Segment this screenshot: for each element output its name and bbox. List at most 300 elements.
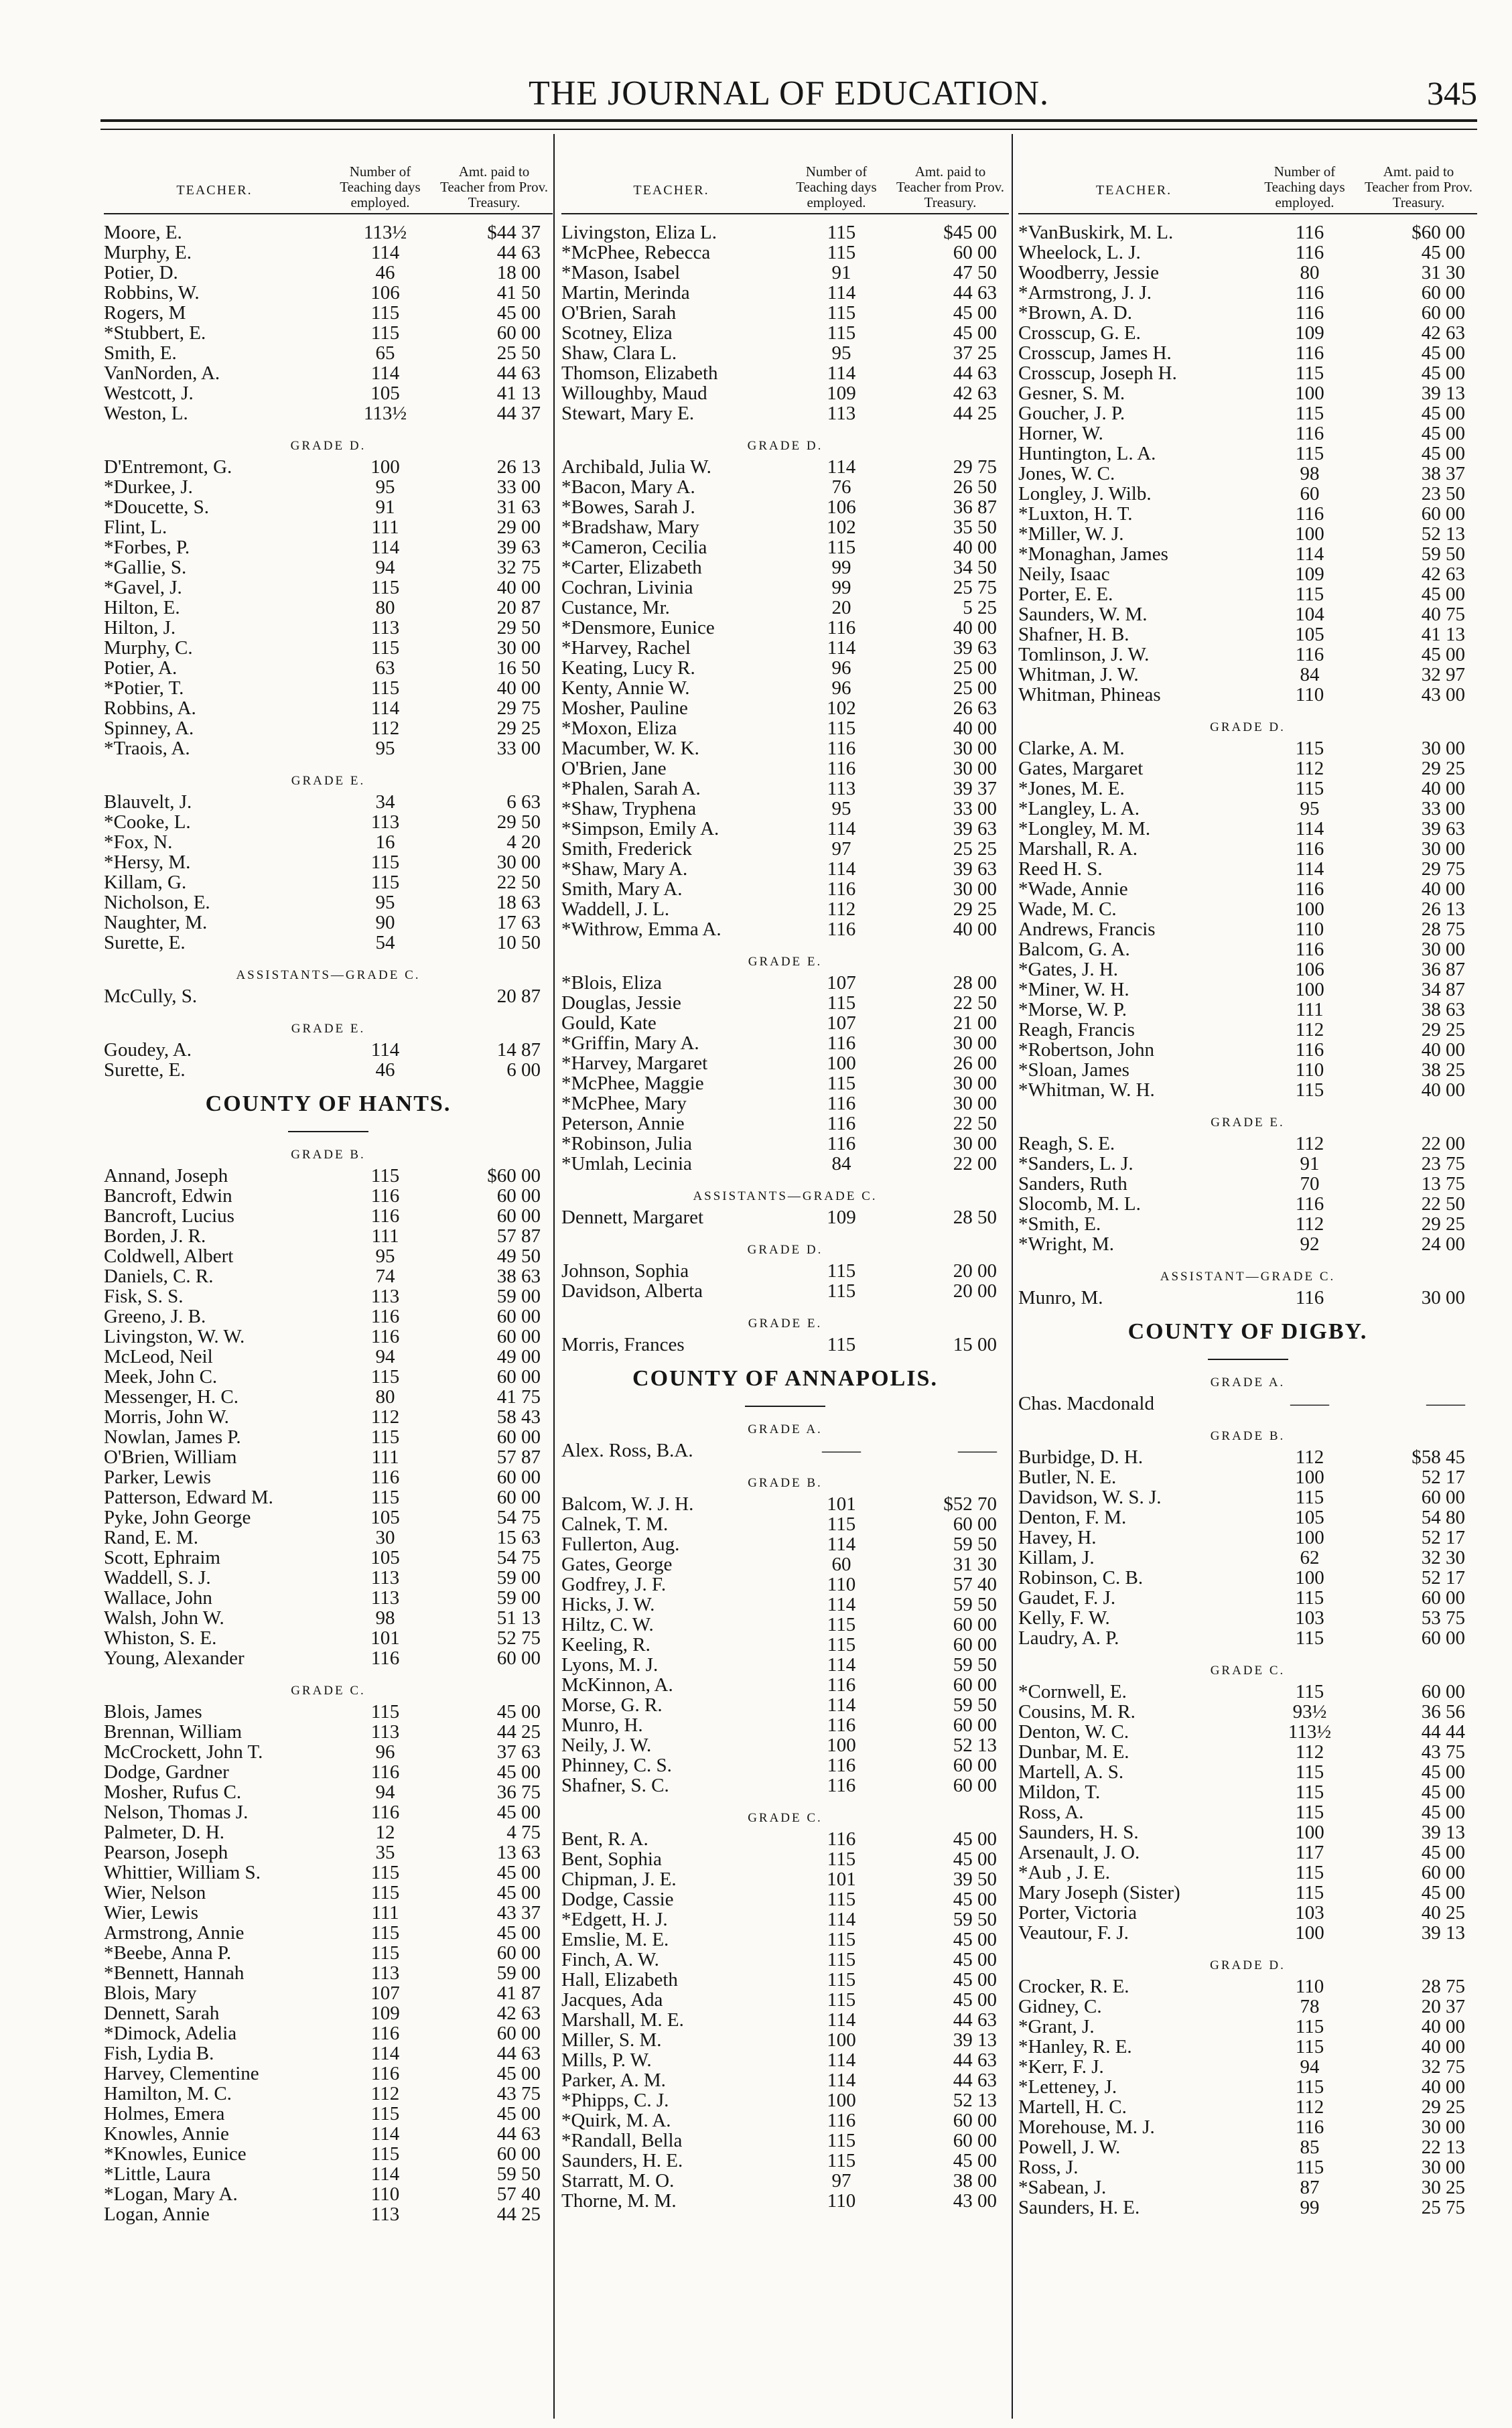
table-row — [104, 852, 553, 872]
amount-paid: 45 00 — [496, 1882, 541, 1903]
table-row — [104, 517, 553, 537]
grade-heading: GRADE B. — [1210, 1429, 1286, 1443]
teaching-days: 103 — [1295, 1902, 1324, 1924]
table-row — [1018, 1234, 1477, 1254]
teacher-name: Ross, J. — [1018, 2157, 1079, 2177]
teacher-name: *Cornwell, E. — [1018, 1682, 1127, 1702]
teacher-name: Blauvelt, J. — [104, 792, 192, 812]
teacher-name: Thorne, M. M. — [561, 2191, 677, 2211]
amount-paid: 33 00 — [496, 476, 541, 498]
teaching-days: 114 — [827, 2049, 856, 2071]
teacher-name: *Armstrong, J. J. — [1018, 283, 1152, 303]
table-row — [561, 457, 1009, 477]
teaching-days: 96 — [375, 1741, 395, 1763]
table-row — [561, 638, 1009, 658]
teacher-name: Cochran, Livinia — [561, 578, 693, 598]
teacher-name: Miller, S. M. — [561, 2030, 662, 2050]
teaching-days: 115 — [370, 2103, 400, 2124]
teacher-name: Marshall, M. E. — [561, 2010, 684, 2030]
amount-paid: 52 17 — [1421, 1567, 1465, 1589]
table-row — [1018, 323, 1477, 343]
teaching-days: 114 — [370, 2043, 400, 2064]
amount-paid: 59 50 — [1421, 543, 1465, 565]
grade-heading: GRADE E. — [1211, 1116, 1285, 1130]
teaching-days: 115 — [1295, 738, 1324, 759]
amount-paid: 30 00 — [1421, 939, 1465, 960]
table-row — [1018, 1883, 1477, 1903]
amount-paid: 60 00 — [1421, 282, 1465, 304]
table-row — [1018, 1782, 1477, 1802]
teaching-days: 116 — [370, 2063, 400, 2084]
amount-paid: 40 00 — [496, 677, 541, 699]
amount-paid: $44 37 — [487, 222, 541, 243]
amount-paid: 41 13 — [496, 383, 541, 404]
teaching-days: 116 — [827, 1032, 856, 1054]
teaching-days: 116 — [370, 1306, 400, 1327]
table-row — [1018, 1154, 1477, 1174]
teaching-days: 115 — [370, 1922, 400, 1944]
amount-paid: 25 00 — [953, 657, 997, 679]
table-row — [561, 1261, 1009, 1281]
table-row — [104, 1040, 553, 1060]
teacher-name: *McPhee, Mary — [561, 1093, 687, 1114]
teacher-name: *Letteney, J. — [1018, 2077, 1117, 2097]
teaching-days: 114 — [827, 1694, 856, 1716]
amount-paid: 20 87 — [496, 986, 541, 1007]
amount-paid: 44 63 — [953, 362, 997, 384]
teacher-name: *Phalen, Sarah A. — [561, 779, 701, 799]
table-row — [561, 698, 1009, 718]
teaching-days: 106 — [370, 282, 400, 304]
teaching-days: 99 — [831, 577, 851, 598]
days-column-header: Number of Teaching days employed. — [1264, 163, 1345, 210]
table-row — [561, 839, 1009, 859]
teacher-name: Coldwell, Albert — [104, 1246, 234, 1266]
amount-paid: 22 50 — [953, 1113, 997, 1134]
amount-paid: $58 45 — [1412, 1446, 1465, 1468]
county-heading: COUNTY OF HANTS. — [205, 1091, 452, 1116]
teacher-name: Denton, F. M. — [1018, 1507, 1127, 1528]
table-row — [1018, 544, 1477, 564]
table-row — [1018, 403, 1477, 423]
teaching-days: 115 — [370, 1426, 400, 1448]
table-row — [104, 457, 553, 477]
amount-paid: 41 87 — [496, 1982, 541, 2004]
table-row — [561, 1053, 1009, 1073]
table-row — [104, 933, 553, 953]
amount-paid: 44 63 — [496, 2043, 541, 2064]
journal-title: THE JOURNAL OF EDUCATION. — [528, 74, 1050, 113]
teacher-name: Marshall, R. A. — [1018, 839, 1138, 859]
table-row — [1018, 1394, 1477, 1414]
amount-paid: 60 00 — [496, 1185, 541, 1207]
teacher-name: Reed H. S. — [1018, 859, 1103, 879]
teacher-name: Rogers, M — [104, 303, 186, 323]
county-rule — [1208, 1359, 1288, 1360]
table-row — [104, 1983, 553, 2003]
teaching-days: 116 — [1295, 423, 1324, 444]
table-row — [1018, 303, 1477, 323]
teaching-days: 54 — [375, 932, 395, 953]
teaching-days: 113 — [370, 1962, 400, 1984]
teacher-name: Patterson, Edward M. — [104, 1487, 273, 1507]
teaching-days: 97 — [831, 2170, 851, 2191]
teacher-name: *McPhee, Maggie — [561, 1073, 704, 1093]
teaching-days: 100 — [827, 2090, 856, 2111]
amount-paid: 59 50 — [496, 2163, 541, 2185]
table-row — [1018, 1214, 1477, 1234]
amount-paid: 60 00 — [496, 1306, 541, 1327]
amount-paid: 25 50 — [496, 342, 541, 364]
amount-paid: 40 00 — [953, 919, 997, 940]
amount-paid: 60 00 — [496, 2023, 541, 2044]
amount-paid: 25 75 — [953, 577, 997, 598]
teacher-name: Wallace, John — [104, 1588, 212, 1608]
teacher-name: *Logan, Mary A. — [104, 2184, 238, 2204]
teaching-days: 115 — [1295, 1781, 1324, 1803]
teaching-days: 116 — [1295, 222, 1324, 243]
teacher-name: *Brown, A. D. — [1018, 303, 1132, 323]
teacher-name: *Forbes, P. — [104, 537, 190, 557]
amount-paid: 60 00 — [953, 1755, 997, 1776]
table-row — [1018, 1528, 1477, 1548]
teacher-name: Reagh, S. E. — [1018, 1134, 1115, 1154]
amount-paid: 30 00 — [953, 758, 997, 779]
teaching-days: 101 — [827, 1493, 856, 1515]
teacher-name: Martin, Merinda — [561, 283, 690, 303]
table-row — [561, 1534, 1009, 1554]
amount-paid: 60 00 — [1421, 1487, 1465, 1508]
table-row — [1018, 1923, 1477, 1943]
table-row — [1018, 758, 1477, 779]
teacher-name: McCrockett, John T. — [104, 1742, 263, 1762]
table-row — [104, 1367, 553, 1387]
amount-paid: 60 00 — [496, 1487, 541, 1508]
teacher-name: Pyke, John George — [104, 1507, 251, 1528]
table-row — [104, 1608, 553, 1628]
teacher-name: Munro, M. — [1018, 1288, 1103, 1308]
table-row — [1018, 1548, 1477, 1568]
teaching-days: 20 — [831, 597, 851, 618]
amount-paid: 30 00 — [1421, 738, 1465, 759]
amount-paid: 60 00 — [496, 1426, 541, 1448]
teaching-days: 114 — [827, 1654, 856, 1676]
teaching-days: 113 — [370, 1286, 400, 1307]
table-row — [104, 812, 553, 832]
teacher-name: Dennett, Margaret — [561, 1207, 704, 1227]
teaching-days: 113 — [827, 778, 856, 799]
teacher-name: Arsenault, J. O. — [1018, 1842, 1140, 1863]
teacher-name: Goucher, J. P. — [1018, 403, 1125, 423]
teacher-name: *Luxton, H. T. — [1018, 504, 1133, 524]
amount-paid: 40 00 — [1421, 1039, 1465, 1061]
teacher-name: *Bradshaw, Mary — [561, 517, 699, 537]
table-row — [104, 383, 553, 403]
teacher-name: *Robertson, John — [1018, 1040, 1154, 1060]
teacher-name: *Whitman, W. H. — [1018, 1080, 1155, 1100]
amount-paid: 40 00 — [1421, 778, 1465, 799]
table-row — [104, 738, 553, 758]
table-row — [104, 1782, 553, 1802]
amount-paid: 45 00 — [953, 302, 997, 324]
amount-paid: 45 00 — [496, 1761, 541, 1783]
teaching-days: 100 — [1295, 1527, 1324, 1548]
teacher-name: Thomson, Elizabeth — [561, 363, 718, 383]
teacher-name: McCully, S. — [104, 986, 198, 1006]
amount-paid: 4 20 — [506, 831, 541, 853]
teaching-days: 115 — [370, 1165, 400, 1187]
table-row — [1018, 504, 1477, 524]
teacher-name: Bancroft, Edwin — [104, 1186, 232, 1206]
amount-paid: 16 50 — [496, 657, 541, 679]
teaching-days: 46 — [375, 1059, 395, 1081]
amount-paid: 14 87 — [496, 1039, 541, 1061]
amount-paid: 60 00 — [1421, 503, 1465, 525]
amount-paid: 58 43 — [496, 1406, 541, 1428]
table-row — [1018, 980, 1477, 1000]
teaching-days: 116 — [1295, 838, 1324, 860]
teaching-days: 91 — [1300, 1153, 1320, 1174]
teaching-days: 114 — [827, 1909, 856, 1930]
teacher-name: *Gates, J. H. — [1018, 959, 1119, 980]
teacher-name: Willoughby, Maud — [561, 383, 707, 403]
amount-paid: 45 00 — [1421, 403, 1465, 424]
teaching-days: 115 — [1295, 2016, 1324, 2037]
amount-paid: 15 00 — [953, 1334, 997, 1355]
teaching-days: 116 — [827, 1674, 856, 1696]
teaching-days: 114 — [370, 2163, 400, 2185]
table-row — [1018, 1802, 1477, 1822]
table-row — [104, 658, 553, 678]
amount-paid: $60 00 — [1412, 222, 1465, 243]
table-row — [561, 1755, 1009, 1775]
amount-paid: 59 50 — [953, 1534, 997, 1555]
grade-heading: GRADE D. — [1210, 1958, 1286, 1972]
teacher-name: *VanBuskirk, M. L. — [1018, 222, 1174, 243]
teaching-days: 110 — [827, 2190, 856, 2212]
teaching-days: 116 — [370, 1185, 400, 1207]
amount-paid: 40 00 — [953, 718, 997, 739]
table-row — [104, 1266, 553, 1286]
teacher-name: Rand, E. M. — [104, 1528, 198, 1548]
table-row — [561, 618, 1009, 638]
table-row — [1018, 645, 1477, 665]
teacher-name: Whitman, J. W. — [1018, 665, 1139, 685]
teacher-name: Goudey, A. — [104, 1040, 192, 1060]
teaching-days: 114 — [827, 637, 856, 659]
teacher-name: *Gavel, J. — [104, 578, 182, 598]
teaching-days: 114 — [827, 1534, 856, 1555]
amount-paid: 45 00 — [1421, 584, 1465, 605]
teaching-days: 95 — [375, 892, 395, 913]
teacher-name: Morse, G. R. — [561, 1695, 663, 1715]
teacher-name: Chas. Macdonald — [1018, 1394, 1154, 1414]
teacher-name: Whiston, S. E. — [104, 1628, 217, 1648]
teacher-name: Waddell, J. L. — [561, 899, 670, 919]
table-row — [104, 718, 553, 738]
teacher-name: Potier, D. — [104, 263, 178, 283]
amount-paid: 40 00 — [496, 577, 541, 598]
teaching-days: 105 — [1295, 624, 1324, 645]
teaching-days: 115 — [370, 1701, 400, 1723]
teaching-days: 100 — [827, 2029, 856, 2051]
teaching-days: 115 — [1295, 362, 1324, 384]
amount-paid: 45 00 — [496, 1862, 541, 1883]
teacher-name: Flint, L. — [104, 517, 167, 537]
teaching-days: 113½ — [1288, 1721, 1332, 1743]
teaching-days: 110 — [1295, 919, 1324, 940]
teacher-name: Bent, Sophia — [561, 1849, 662, 1869]
table-row — [561, 598, 1009, 618]
amount-paid: 32 97 — [1421, 664, 1465, 685]
grade-heading: GRADE D. — [290, 439, 366, 453]
amount-column-header: Amt. paid to Teacher from Prov. Treasury. — [1364, 163, 1473, 210]
amount-paid: 45 00 — [496, 1922, 541, 1944]
teacher-name: Greeno, J. B. — [104, 1306, 206, 1327]
teacher-name: Veautour, F. J. — [1018, 1923, 1129, 1943]
teacher-name: Spinney, A. — [104, 718, 194, 738]
amount-paid: 36 87 — [1421, 959, 1465, 980]
teaching-days: 116 — [827, 1828, 856, 1850]
teaching-days: 115 — [1295, 1079, 1324, 1101]
amount-paid: 40 75 — [1421, 604, 1465, 625]
amount-paid: 22 50 — [953, 992, 997, 1014]
amount-paid: 52 13 — [953, 2090, 997, 2111]
teaching-days: 112 — [1295, 1133, 1324, 1154]
table-row — [561, 799, 1009, 819]
table-row — [104, 1742, 553, 1762]
table-row — [561, 1073, 1009, 1093]
amount-paid: 41 75 — [496, 1386, 541, 1408]
table-row — [104, 1923, 553, 1943]
county-heading: COUNTY OF DIGBY. — [1127, 1319, 1368, 1344]
teaching-days: 102 — [827, 517, 856, 538]
amount-paid: 40 00 — [1421, 2016, 1465, 2037]
teacher-name: Stewart, Mary E. — [561, 403, 695, 423]
column-header-row — [561, 134, 1009, 214]
amount-paid: 30 25 — [1421, 2177, 1465, 2198]
teacher-name: *Grant, J. — [1018, 2017, 1095, 2037]
teacher-name: Walsh, John W. — [104, 1608, 224, 1628]
amount-paid: 40 00 — [1421, 2076, 1465, 2098]
teacher-name: Morris, Frances — [561, 1335, 685, 1355]
amount-paid: 29 75 — [953, 456, 997, 478]
table-row — [561, 1849, 1009, 1869]
teaching-days: 100 — [1295, 1822, 1324, 1843]
amount-paid: 40 00 — [1421, 2036, 1465, 2058]
teaching-days: 114 — [370, 242, 400, 263]
teaching-days: 114 — [827, 2070, 856, 2091]
table-row — [561, 1735, 1009, 1755]
amount-paid: 37 25 — [953, 342, 997, 364]
teacher-name: *Densmore, Eunice — [561, 618, 715, 638]
teaching-days: 115 — [827, 1889, 856, 1910]
amount-paid: 31 30 — [1421, 262, 1465, 283]
teaching-days: 115 — [827, 2150, 856, 2171]
teacher-name: Jones, W. C. — [1018, 464, 1115, 484]
table-row — [561, 1440, 1009, 1461]
teaching-days: 107 — [827, 1012, 856, 1034]
teacher-name: *Shaw, Mary A. — [561, 859, 688, 879]
amount-paid: 22 00 — [1421, 1133, 1465, 1154]
amount-paid: 59 50 — [953, 1694, 997, 1716]
table-row — [1018, 2097, 1477, 2117]
amount-paid: 49 50 — [496, 1245, 541, 1267]
teacher-name: *Carter, Elizabeth — [561, 557, 702, 578]
amount-paid: 60 00 — [953, 1614, 997, 1635]
teacher-name: *Traois, A. — [104, 738, 190, 758]
table-row — [1018, 624, 1477, 645]
teacher-name: *Morse, W. P. — [1018, 1000, 1127, 1020]
table-row — [104, 1226, 553, 1246]
amount-paid: 45 00 — [953, 1969, 997, 1991]
teaching-days: 99 — [831, 557, 851, 578]
teaching-days:   — [377, 986, 393, 1007]
teacher-name: Chipman, J. E. — [561, 1869, 677, 1889]
teaching-days: 111 — [371, 1225, 399, 1247]
teaching-days: 90 — [375, 912, 395, 933]
amount-paid: 23 75 — [1421, 1153, 1465, 1174]
table-row — [1018, 839, 1477, 859]
grade-heading: GRADE B. — [291, 1148, 366, 1162]
amount-paid: $45 00 — [943, 222, 997, 243]
teaching-days: 80 — [375, 597, 395, 618]
teacher-name: *Beebe, Anna P. — [104, 1943, 232, 1963]
teacher-name: Saunders, H. S. — [1018, 1822, 1139, 1842]
table-row — [1018, 2198, 1477, 2218]
teacher-name: Knowles, Annie — [104, 2124, 229, 2144]
amount-paid: 38 37 — [1421, 463, 1465, 484]
grade-heading: GRADE A. — [1210, 1375, 1286, 1390]
table-row — [561, 819, 1009, 839]
amount-paid: 60 00 — [953, 1775, 997, 1796]
table-row — [561, 1335, 1009, 1355]
table-row — [561, 323, 1009, 343]
table-row — [104, 303, 553, 323]
table-row — [104, 1943, 553, 1963]
table-row — [104, 363, 553, 383]
teaching-days: 116 — [370, 1647, 400, 1669]
table-row — [104, 222, 553, 243]
teacher-name: Killam, J. — [1018, 1548, 1095, 1568]
teaching-days: 115 — [370, 637, 400, 659]
teacher-name: Crosscup, G. E. — [1018, 323, 1141, 343]
table-row — [561, 403, 1009, 423]
teacher-name: Pearson, Joseph — [104, 1842, 228, 1863]
teaching-days: 112 — [1295, 1019, 1324, 1040]
amount-paid: 29 25 — [1421, 1019, 1465, 1040]
amount-paid: 26 13 — [496, 456, 541, 478]
teaching-days: 100 — [1295, 1467, 1324, 1488]
grade-heading: GRADE C. — [291, 1684, 366, 1698]
amount-paid: 45 00 — [1421, 1802, 1465, 1823]
teacher-name: Wier, Lewis — [104, 1903, 199, 1923]
teacher-name: Murphy, E. — [104, 243, 192, 263]
teacher-name: Porter, E. E. — [1018, 584, 1113, 604]
teaching-days: 116 — [827, 878, 856, 900]
teacher-name: O'Brien, Jane — [561, 758, 667, 779]
amount-paid: 29 25 — [1421, 2096, 1465, 2118]
table-row — [1018, 879, 1477, 899]
teaching-days: 91 — [831, 262, 851, 283]
amount-paid: 33 00 — [1421, 798, 1465, 819]
teacher-name: *Longley, M. M. — [1018, 819, 1151, 839]
teaching-days: 115 — [827, 242, 856, 263]
table-row — [1018, 799, 1477, 819]
teaching-days: 92 — [1300, 1233, 1320, 1255]
teaching-days: 95 — [1300, 798, 1320, 819]
teaching-days: 103 — [1295, 1607, 1324, 1629]
